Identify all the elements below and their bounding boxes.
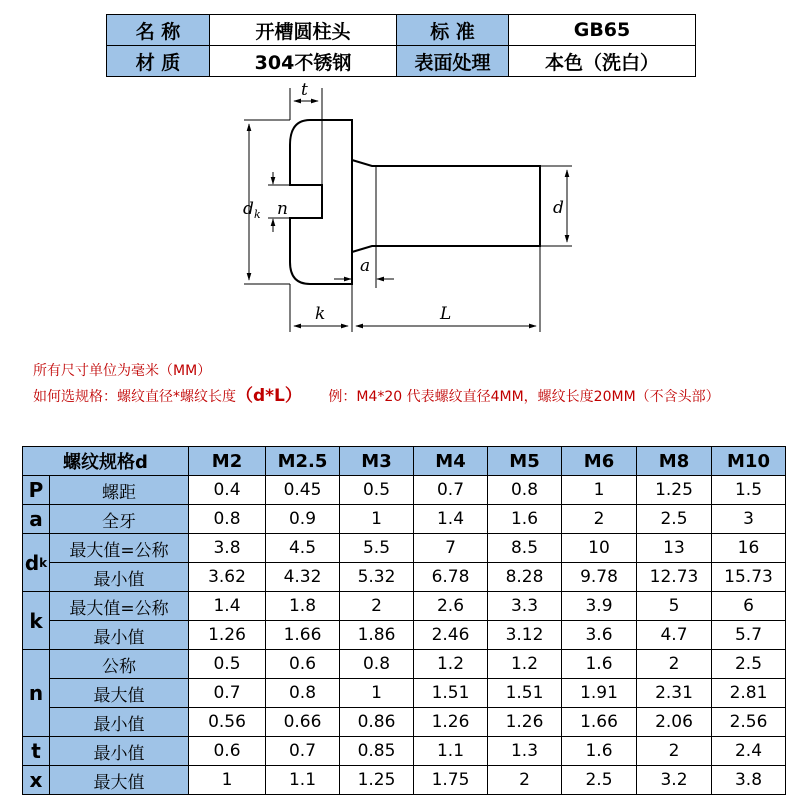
symbol-cell <box>22 736 50 766</box>
table-cell: 1.2 <box>413 649 488 679</box>
symbol-subscript: k <box>39 555 48 570</box>
table-cell: 15.73 <box>711 562 786 592</box>
row-label: 最大值 <box>49 765 189 795</box>
size-header: M4 <box>413 446 488 476</box>
row-label: 最大值 <box>49 678 189 708</box>
table-cell: 0.9 <box>265 504 340 534</box>
symbol-cell <box>22 649 50 737</box>
symbol-cell <box>22 504 50 534</box>
surface-label: 表面处理 <box>396 45 509 77</box>
table-cell: 3.12 <box>487 620 562 650</box>
selection-note-prefix: 如何选规格：螺纹直径*螺纹长度 <box>33 389 236 405</box>
table-cell: 1.6 <box>487 504 562 534</box>
table-cell: 1.26 <box>413 707 488 737</box>
row-label: 最小值 <box>49 707 189 737</box>
table-cell: 1.66 <box>561 707 637 737</box>
symbol-label: a <box>29 507 43 531</box>
table-cell: 1.86 <box>339 620 414 650</box>
table-cell: 0.7 <box>188 678 266 708</box>
table-cell: 16 <box>711 533 786 563</box>
table-cell: 1.51 <box>487 678 562 708</box>
size-header: M5 <box>487 446 562 476</box>
size-header: M8 <box>636 446 712 476</box>
name-value: 开槽圆柱头 <box>209 14 397 46</box>
table-cell: 1.51 <box>413 678 488 708</box>
standard-value: GB65 <box>508 14 696 46</box>
dk-sub-label: k <box>254 208 261 221</box>
table-cell: 4.7 <box>636 620 712 650</box>
table-cell: 1.6 <box>561 736 637 766</box>
spec-title: 螺纹规格d <box>22 446 189 476</box>
size-header: M2 <box>188 446 266 476</box>
table-cell: 3.3 <box>487 591 562 621</box>
table-cell: 2 <box>636 736 712 766</box>
table-cell: 1.3 <box>487 736 562 766</box>
table-cell: 1 <box>561 475 637 505</box>
table-cell: 2.4 <box>711 736 786 766</box>
table-cell: 3.9 <box>561 591 637 621</box>
table-cell: 0.6 <box>265 649 340 679</box>
symbol-label: t <box>31 739 41 763</box>
table-cell: 0.7 <box>265 736 340 766</box>
table-cell: 4.32 <box>265 562 340 592</box>
table-cell: 0.4 <box>188 475 266 505</box>
info-table <box>0 0 800 80</box>
selection-formula: （d*L） <box>236 386 302 406</box>
row-label: 最小值 <box>49 562 189 592</box>
table-cell: 8.5 <box>487 533 562 563</box>
table-cell: 2.5 <box>711 649 786 679</box>
table-cell: 3.8 <box>188 533 266 563</box>
symbol-cell <box>22 591 50 650</box>
d-label: d <box>553 198 564 218</box>
table-cell: 1.8 <box>265 591 340 621</box>
table-cell: 1.66 <box>265 620 340 650</box>
table-cell: 5 <box>636 591 712 621</box>
table-cell: 1.4 <box>413 504 488 534</box>
row-label: 公称 <box>49 649 189 679</box>
table-cell: 3 <box>711 504 786 534</box>
table-cell: 0.66 <box>265 707 340 737</box>
k-label: k <box>315 304 326 324</box>
table-cell: 0.56 <box>188 707 266 737</box>
table-cell: 3.6 <box>561 620 637 650</box>
selection-note <box>33 381 720 406</box>
table-cell: 13 <box>636 533 712 563</box>
table-cell: 1.75 <box>413 765 488 795</box>
table-cell: 9.78 <box>561 562 637 592</box>
size-header: M2.5 <box>265 446 340 476</box>
table-cell: 0.7 <box>413 475 488 505</box>
table-cell: 2.31 <box>636 678 712 708</box>
row-label: 最大值=公称 <box>49 533 189 563</box>
table-cell: 2.5 <box>636 504 712 534</box>
row-label: 全牙 <box>49 504 189 534</box>
table-cell: 2.81 <box>711 678 786 708</box>
symbol-cell <box>22 475 50 505</box>
table-cell: 1.1 <box>413 736 488 766</box>
table-cell: 0.85 <box>339 736 414 766</box>
table-cell: 2 <box>339 591 414 621</box>
t-label: t <box>301 80 308 100</box>
table-cell: 7 <box>413 533 488 563</box>
size-header: M10 <box>711 446 786 476</box>
table-cell: 3.8 <box>711 765 786 795</box>
table-cell: 6.78 <box>413 562 488 592</box>
table-cell: 3.2 <box>636 765 712 795</box>
table-cell: 12.73 <box>636 562 712 592</box>
L-label: L <box>440 304 452 324</box>
table-cell: 2.6 <box>413 591 488 621</box>
table-cell: 0.5 <box>339 475 414 505</box>
table-cell: 1.26 <box>188 620 266 650</box>
screw-head-outline <box>290 120 352 284</box>
table-cell: 2.5 <box>561 765 637 795</box>
table-cell: 2.06 <box>636 707 712 737</box>
table-cell: 10 <box>561 533 637 563</box>
size-header: M6 <box>561 446 637 476</box>
table-cell: 1.25 <box>339 765 414 795</box>
standard-label: 标 准 <box>396 14 509 46</box>
material-label: 材 质 <box>106 45 210 77</box>
table-cell: 2.46 <box>413 620 488 650</box>
symbol-label: x <box>29 768 43 792</box>
symbol-label: d <box>24 550 40 575</box>
symbol-label: n <box>28 681 44 705</box>
surface-value: 本色（洗白） <box>508 45 696 77</box>
table-cell: 0.86 <box>339 707 414 737</box>
symbol-label: P <box>28 478 44 502</box>
table-cell: 1 <box>339 678 414 708</box>
units-note: 所有尺寸单位为毫米（MM） <box>33 363 212 379</box>
table-cell: 8.28 <box>487 562 562 592</box>
table-cell: 1.1 <box>265 765 340 795</box>
n-label: n <box>277 199 288 219</box>
table-cell: 1.91 <box>561 678 637 708</box>
name-label: 名 称 <box>106 14 210 46</box>
screw-diagram <box>0 78 800 340</box>
table-cell: 0.8 <box>188 504 266 534</box>
table-cell: 5.5 <box>339 533 414 563</box>
dk-label: d <box>243 199 254 219</box>
table-cell: 1 <box>188 765 266 795</box>
table-cell: 3.62 <box>188 562 266 592</box>
table-cell: 4.5 <box>265 533 340 563</box>
table-cell: 1.4 <box>188 591 266 621</box>
screw-shank-outline <box>352 160 540 252</box>
table-cell: 2 <box>487 765 562 795</box>
table-cell: 1.26 <box>487 707 562 737</box>
table-cell: 2.56 <box>711 707 786 737</box>
a-label: a <box>360 256 371 276</box>
table-cell: 2 <box>636 649 712 679</box>
table-cell: 0.8 <box>487 475 562 505</box>
table-cell: 1.5 <box>711 475 786 505</box>
table-cell: 2 <box>561 504 637 534</box>
table-cell: 0.5 <box>188 649 266 679</box>
selection-example: 例：M4*20 代表螺纹直径4MM，螺纹长度20MM（不含头部） <box>328 389 720 405</box>
table-cell: 1.6 <box>561 649 637 679</box>
table-cell: 0.45 <box>265 475 340 505</box>
table-cell: 0.6 <box>188 736 266 766</box>
table-cell: 0.8 <box>265 678 340 708</box>
symbol-cell <box>22 765 50 795</box>
material-value: 304不锈钢 <box>209 45 397 77</box>
size-header: M3 <box>339 446 414 476</box>
symbol-cell <box>22 533 50 592</box>
table-cell: 6 <box>711 591 786 621</box>
table-cell: 1 <box>339 504 414 534</box>
table-cell: 1.25 <box>636 475 712 505</box>
row-label: 最小值 <box>49 736 189 766</box>
table-cell: 1.2 <box>487 649 562 679</box>
table-cell: 5.32 <box>339 562 414 592</box>
table-cell: 5.7 <box>711 620 786 650</box>
row-label: 螺距 <box>49 475 189 505</box>
table-cell: 0.8 <box>339 649 414 679</box>
row-label: 最小值 <box>49 620 189 650</box>
symbol-label: k <box>29 608 43 633</box>
row-label: 最大值=公称 <box>49 591 189 621</box>
